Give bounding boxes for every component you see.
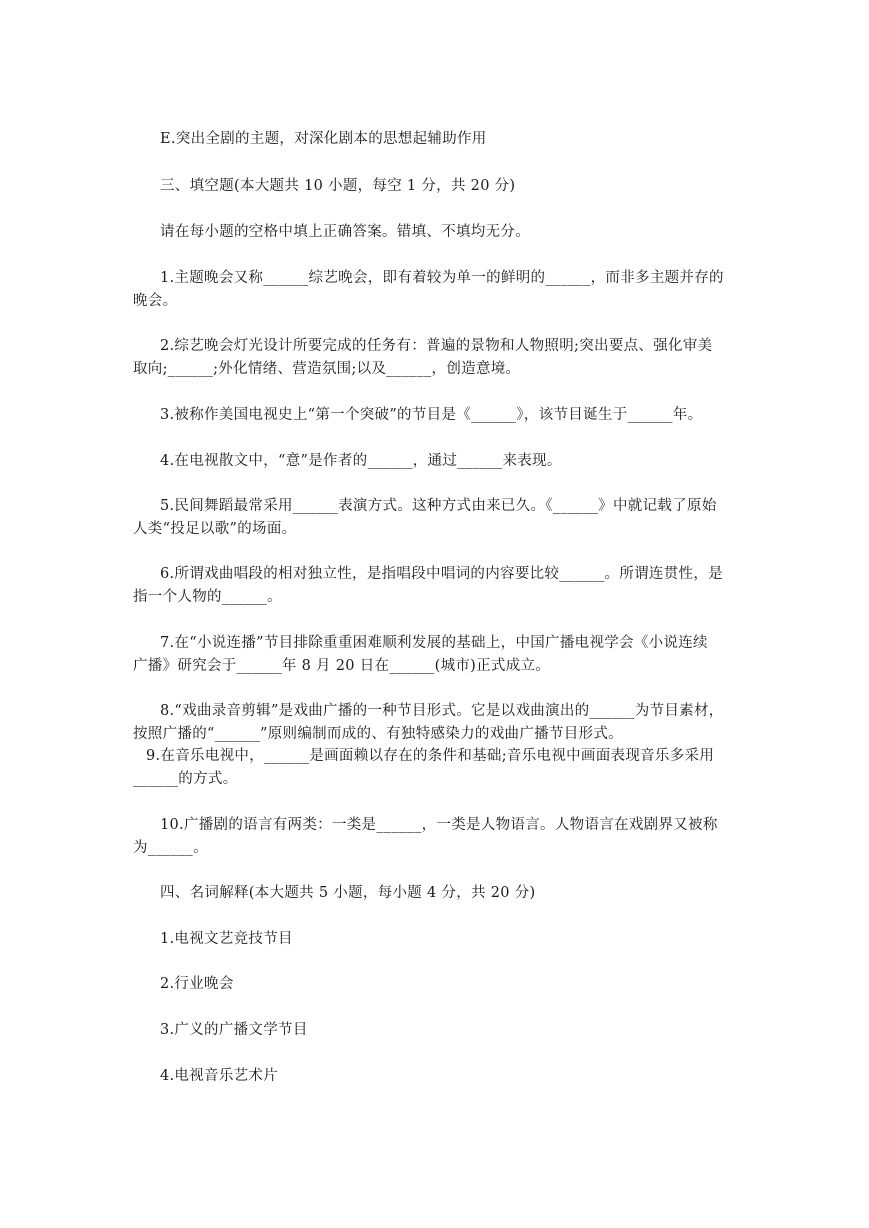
term-1: 1.电视文艺竞技节目 bbox=[160, 931, 293, 947]
section-instruction: 请在每小题的空格中填上正确答案。错填、不填均无分。 bbox=[160, 224, 530, 240]
question-5-line-1: 5.民间舞蹈最常采用______表演方式。这种方式由来已久。《______》中就记载了原始 bbox=[160, 498, 717, 514]
term-3: 3.广义的广播文学节目 bbox=[160, 1022, 308, 1038]
term-4: 4.电视音乐艺术片 bbox=[160, 1068, 279, 1084]
question-5-line-2: 人类“投足以歌”的场面。 bbox=[133, 521, 297, 537]
question-6-line-2: 指一个人物的______。 bbox=[133, 589, 282, 605]
question-9-line-2: ______的方式。 bbox=[133, 771, 238, 787]
question-10-line-1: 10.广播剧的语言有两类：一类是______，一类是人物语言。人物语言在戏剧界又被称 bbox=[160, 817, 718, 833]
question-1-line-1: 1.主题晚会又称______综艺晚会，即有着较为单一的鲜明的______，而非多主题并存的 bbox=[160, 270, 724, 286]
question-4: 4.在电视散文中，“意”是作者的______，通过______来表现。 bbox=[160, 453, 562, 469]
question-1-line-2: 晚会。 bbox=[133, 293, 178, 309]
question-3: 3.被称作美国电视史上“第一个突破”的节目是《______》，该节目诞生于______年。 bbox=[160, 407, 703, 423]
question-6-line-1: 6.所谓戏曲唱段的相对独立性，是指唱段中唱词的内容要比较______。所谓连贯性，是 bbox=[160, 566, 723, 582]
question-8-line-1: 8.“戏曲录音剪辑”是戏曲广播的一种节目形式。它是以戏曲演出的______为节目素材， bbox=[160, 703, 724, 719]
question-2-line-1: 2.综艺晚会灯光设计所要完成的任务有：普遍的景物和人物照明;突出要点、强化审美 bbox=[160, 338, 713, 354]
section-heading-fill-in: 三、填空题(本大题共 10 小题，每空 1 分，共 20 分) bbox=[160, 178, 516, 194]
term-2: 2.行业晚会 bbox=[160, 976, 234, 992]
section-heading-terms: 四、名词解释(本大题共 5 小题，每小题 4 分，共 20 分) bbox=[160, 885, 536, 901]
question-7-line-1: 7.在“小说连播”节目排除重重困难顺利发展的基础上，中国广播电视学会《小说连续 bbox=[160, 635, 708, 651]
question-7-line-2: 广播》研究会于______年 8 月 20 日在______(城市)正式成立。 bbox=[133, 658, 551, 674]
question-2-line-2: 取向;______;外化情绪、营造氛围;以及______，创造意境。 bbox=[133, 361, 521, 377]
option-e-text: E.突出全剧的主题，对深化剧本的思想起辅助作用 bbox=[160, 131, 487, 147]
question-10-line-2: 为______。 bbox=[133, 840, 208, 856]
question-8-line-2: 按照广播的“______”原则编制而成的、有独特感染力的戏曲广播节目形式。 bbox=[133, 726, 623, 742]
question-9-line-1: 9.在音乐电视中，______是画面赖以存在的条件和基础;音乐电视中画面表现音乐多采用 bbox=[146, 748, 715, 764]
